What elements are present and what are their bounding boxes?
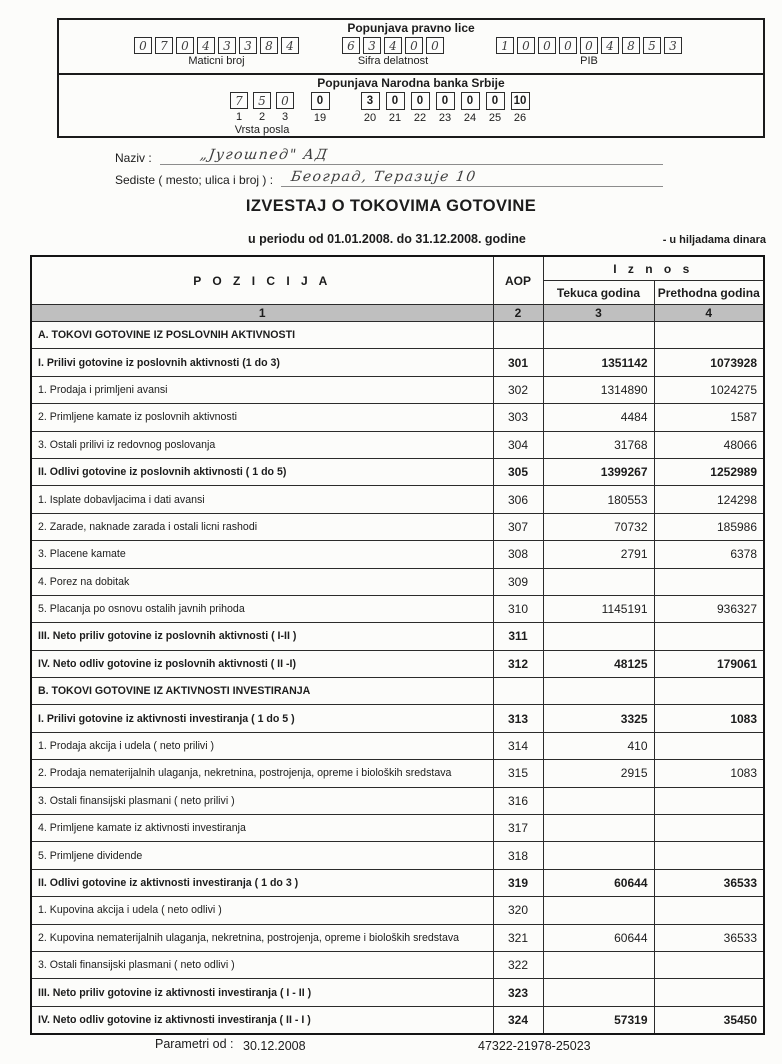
position-number: 21 xyxy=(388,112,402,124)
row-tekuca-value xyxy=(543,568,654,595)
row-pozicija-label: 3. Ostali finansijski plasmani ( neto prilivi ) xyxy=(31,787,493,814)
column-number: 2 xyxy=(493,305,543,322)
row-tekuca-value: 1314890 xyxy=(543,376,654,403)
row-tekuca-value: 4484 xyxy=(543,404,654,431)
digit-box: 3 xyxy=(239,37,257,54)
row-aop-code: 301 xyxy=(493,349,543,376)
row-pozicija-label: 1. Kupovina akcija i udela ( neto odlivi ) xyxy=(31,897,493,924)
header-pozicija: P O Z I C I J A xyxy=(31,256,493,305)
row-aop-code: 306 xyxy=(493,486,543,513)
row-tekuca-value xyxy=(543,678,654,705)
digit-box: 0 xyxy=(134,37,152,54)
digit-box: 0 xyxy=(580,37,598,54)
header-aop: AOP xyxy=(493,256,543,305)
vrsta-posla-boxes xyxy=(229,92,295,123)
row-aop-code: 312 xyxy=(493,650,543,677)
pib-group xyxy=(496,37,682,67)
row-prethodna-value: 1024275 xyxy=(654,376,764,403)
row-tekuca-value: 1145191 xyxy=(543,595,654,622)
position-number: 24 xyxy=(463,112,477,124)
position-number: 1 xyxy=(235,111,243,123)
table-row xyxy=(31,595,764,622)
table-row xyxy=(31,924,764,951)
header-tekuca-godina: Tekuca godina xyxy=(543,281,654,305)
sifra-delatnosti-group xyxy=(342,37,444,67)
sediste-label: Sediste ( mesto; ulica i broj ) : xyxy=(115,173,274,187)
row-prethodna-value: 6378 xyxy=(654,541,764,568)
filled-by-entity-label: Popunjava pravno lice xyxy=(347,21,475,35)
row-pozicija-label: III. Neto priliv gotovine iz poslovnih aktivnosti ( I-II ) xyxy=(31,623,493,650)
row-prethodna-value xyxy=(654,568,764,595)
table-row xyxy=(31,322,764,349)
maticni-broj-group xyxy=(134,37,299,67)
digit-cell xyxy=(509,92,531,124)
row-aop-code: 321 xyxy=(493,924,543,951)
header-row-1 xyxy=(31,256,764,281)
row-prethodna-value xyxy=(654,951,764,978)
row-aop-code: 319 xyxy=(493,869,543,896)
digit-cell xyxy=(538,37,556,54)
row-prethodna-value: 936327 xyxy=(654,595,764,622)
row-prethodna-value xyxy=(654,815,764,842)
digit-cell xyxy=(426,37,444,54)
row-pozicija-label: 2. Prodaja nematerijalnih ulaganja, nekretnina, postrojenja, opreme i bioloških sredstava xyxy=(31,760,493,787)
row-pozicija-label: IV. Neto odliv gotovine iz aktivnosti investiranja ( II - I ) xyxy=(31,1006,493,1034)
digit-box: 6 xyxy=(342,37,360,54)
naziv-underline xyxy=(160,146,663,165)
vrsta-posla-label: Vrsta posla xyxy=(234,124,290,136)
digit-cell xyxy=(363,37,381,54)
digit-cell xyxy=(252,92,272,123)
table-row xyxy=(31,705,764,732)
row-pozicija-label: 2. Primljene kamate iz poslovnih aktivnosti xyxy=(31,404,493,431)
digit-cell xyxy=(384,37,402,54)
table-row xyxy=(31,732,764,759)
row-prethodna-value xyxy=(654,732,764,759)
table-row xyxy=(31,458,764,485)
row-aop-code: 316 xyxy=(493,787,543,814)
naziv-label: Naziv : xyxy=(115,151,152,165)
digit-box: 4 xyxy=(197,37,215,54)
row-aop-code: 317 xyxy=(493,815,543,842)
row-aop-code: 324 xyxy=(493,1006,543,1034)
row-aop-code: 322 xyxy=(493,951,543,978)
row-aop-code: 304 xyxy=(493,431,543,458)
row-prethodna-value: 35450 xyxy=(654,1006,764,1034)
row-aop-code: 309 xyxy=(493,568,543,595)
position-19-box xyxy=(309,92,331,124)
digit-cell xyxy=(405,37,423,54)
digit-box: 3 xyxy=(218,37,236,54)
row-pozicija-label: 1. Isplate dobavljacima i dati avansi xyxy=(31,486,493,513)
bank-section xyxy=(59,75,763,135)
digit-box: 0 xyxy=(386,92,405,110)
digit-box: 0 xyxy=(486,92,505,110)
digit-box: 3 xyxy=(361,92,380,110)
row-pozicija-label: 5. Primljene dividende xyxy=(31,842,493,869)
row-tekuca-value: 60644 xyxy=(543,924,654,951)
period-subtitle: u periodu od 01.01.2008. do 31.12.2008. godine xyxy=(248,232,526,246)
digit-cell xyxy=(601,37,619,54)
table-row xyxy=(31,349,764,376)
row-aop-code: 307 xyxy=(493,513,543,540)
digit-box: 0 xyxy=(311,92,330,110)
maticni-broj-boxes xyxy=(134,37,299,54)
row-tekuca-value: 31768 xyxy=(543,431,654,458)
row-pozicija-label: 4. Porez na dobitak xyxy=(31,568,493,595)
row-aop-code: 315 xyxy=(493,760,543,787)
sifra-delatnosti-boxes xyxy=(342,37,444,54)
row-tekuca-value: 60644 xyxy=(543,869,654,896)
row-pozicija-label: 4. Primljene kamate iz aktivnosti investiranja xyxy=(31,815,493,842)
table-row xyxy=(31,842,764,869)
digit-cell xyxy=(622,37,640,54)
digit-cell xyxy=(197,37,215,54)
table-body xyxy=(31,322,764,1035)
table-row xyxy=(31,979,764,1006)
bank-codes-boxes xyxy=(359,92,531,124)
digit-cell xyxy=(359,92,381,124)
digit-cell xyxy=(484,92,506,124)
digit-cell xyxy=(229,92,249,123)
row-pozicija-label: A. TOKOVI GOTOVINE IZ POSLOVNIH AKTIVNOSTI xyxy=(31,322,493,349)
digit-cell xyxy=(281,37,299,54)
table-row xyxy=(31,404,764,431)
column-number: 3 xyxy=(543,305,654,322)
digit-cell xyxy=(309,92,331,124)
page-title: IZVESTAJ O TOKOVIMA GOTOVINE xyxy=(245,197,537,215)
digit-box: 0 xyxy=(517,37,535,54)
parametri-date: 30.12.2008 xyxy=(243,1039,306,1053)
row-aop-code: 318 xyxy=(493,842,543,869)
digit-box: 0 xyxy=(559,37,577,54)
row-pozicija-label: 1. Prodaja i primljeni avansi xyxy=(31,376,493,403)
row-tekuca-value xyxy=(543,815,654,842)
row-prethodna-value xyxy=(654,842,764,869)
digit-box: 1 xyxy=(496,37,514,54)
table-row xyxy=(31,787,764,814)
table-row xyxy=(31,760,764,787)
row-prethodna-value xyxy=(654,787,764,814)
sediste-underline xyxy=(281,168,663,187)
digit-box: 0 xyxy=(538,37,556,54)
form-code-box xyxy=(57,18,765,138)
digit-box: 0 xyxy=(276,92,294,109)
row-tekuca-value: 410 xyxy=(543,732,654,759)
row-prethodna-value: 1252989 xyxy=(654,458,764,485)
row-tekuca-value xyxy=(543,842,654,869)
sifra-delatnosti-label: Sifra delatnost xyxy=(357,55,429,67)
digit-cell xyxy=(342,37,360,54)
row-aop-code: 310 xyxy=(493,595,543,622)
digit-cell xyxy=(664,37,682,54)
digit-cell xyxy=(459,92,481,124)
digit-cell xyxy=(218,37,236,54)
row-aop-code: 302 xyxy=(493,376,543,403)
row-pozicija-label: 3. Ostali prilivi iz redovnog poslovanja xyxy=(31,431,493,458)
row-tekuca-value xyxy=(543,951,654,978)
table-row xyxy=(31,869,764,896)
row-tekuca-value: 2791 xyxy=(543,541,654,568)
row-pozicija-label: III. Neto priliv gotovine iz aktivnosti investiranja ( I - II ) xyxy=(31,979,493,1006)
row-prethodna-value: 36533 xyxy=(654,924,764,951)
digit-box: 0 xyxy=(461,92,480,110)
row-prethodna-value: 1083 xyxy=(654,705,764,732)
position-number: 20 xyxy=(363,112,377,124)
row-tekuca-value: 48125 xyxy=(543,650,654,677)
digit-cell xyxy=(434,92,456,124)
column-number-row xyxy=(31,305,764,322)
digit-cell xyxy=(239,37,257,54)
digit-box: 0 xyxy=(405,37,423,54)
row-prethodna-value: 1073928 xyxy=(654,349,764,376)
digit-box: 8 xyxy=(260,37,278,54)
digit-box: 5 xyxy=(253,92,271,109)
row-pozicija-label: IV. Neto odliv gotovine iz poslovnih aktivnosti ( II -I) xyxy=(31,650,493,677)
row-prethodna-value: 124298 xyxy=(654,486,764,513)
row-aop-code: 303 xyxy=(493,404,543,431)
digit-box: 3 xyxy=(664,37,682,54)
row-tekuca-value: 180553 xyxy=(543,486,654,513)
row-aop-code xyxy=(493,678,543,705)
naziv-row xyxy=(115,146,663,165)
row-aop-code: 308 xyxy=(493,541,543,568)
row-aop-code: 320 xyxy=(493,897,543,924)
row-tekuca-value xyxy=(543,979,654,1006)
row-prethodna-value: 36533 xyxy=(654,869,764,896)
table-row xyxy=(31,678,764,705)
digit-box: 7 xyxy=(230,92,248,109)
digit-cell xyxy=(275,92,295,123)
digit-cell xyxy=(517,37,535,54)
row-pozicija-label: 2. Zarade, naknade zarada i ostali licni rashodi xyxy=(31,513,493,540)
position-number: 3 xyxy=(281,111,289,123)
table-row xyxy=(31,897,764,924)
table-row xyxy=(31,486,764,513)
maticni-broj-label: Maticni broj xyxy=(188,55,245,67)
pib-boxes xyxy=(496,37,682,54)
vrsta-posla-group xyxy=(229,92,295,136)
table-row xyxy=(31,541,764,568)
row-prethodna-value xyxy=(654,979,764,1006)
row-pozicija-label: I. Prilivi gotovine iz aktivnosti investiranja ( 1 do 5 ) xyxy=(31,705,493,732)
digit-box: 0 xyxy=(411,92,430,110)
row-prethodna-value xyxy=(654,623,764,650)
column-number: 4 xyxy=(654,305,764,322)
cash-flow-table xyxy=(30,255,765,1035)
header-iznos: I z n o s xyxy=(543,256,764,281)
row-pozicija-label: 2. Kupovina nematerijalnih ulaganja, nekretnina, postrojenja, opreme i bioloških sredstava xyxy=(31,924,493,951)
digit-cell xyxy=(496,37,514,54)
pib-label: PIB xyxy=(580,55,598,67)
row-pozicija-label: 5. Placanja po osnovu ostalih javnih prihoda xyxy=(31,595,493,622)
sediste-value: Београд, Теразије 10 xyxy=(289,169,478,185)
row-pozicija-label: I. Prilivi gotovine iz poslovnih aktivnosti (1 do 3) xyxy=(31,349,493,376)
position-19-group xyxy=(309,92,331,124)
row-tekuca-value: 2915 xyxy=(543,760,654,787)
row-prethodna-value xyxy=(654,678,764,705)
digit-box: 4 xyxy=(384,37,402,54)
digit-cell xyxy=(384,92,406,124)
row-prethodna-value: 48066 xyxy=(654,431,764,458)
digit-box: 4 xyxy=(601,37,619,54)
digit-cell xyxy=(643,37,661,54)
digit-cell xyxy=(559,37,577,54)
digit-box: 0 xyxy=(426,37,444,54)
digit-box: 10 xyxy=(511,92,530,110)
table-row xyxy=(31,376,764,403)
row-pozicija-label: 1. Prodaja akcija i udela ( neto prilivi ) xyxy=(31,732,493,759)
row-tekuca-value: 70732 xyxy=(543,513,654,540)
row-tekuca-value xyxy=(543,322,654,349)
row-tekuca-value xyxy=(543,897,654,924)
parametri-label: Parametri od : xyxy=(155,1037,234,1051)
row-pozicija-label: 3. Placene kamate xyxy=(31,541,493,568)
position-number: 22 xyxy=(413,112,427,124)
entity-section xyxy=(59,20,763,75)
row-tekuca-value xyxy=(543,787,654,814)
row-tekuca-value xyxy=(543,623,654,650)
row-aop-code: 314 xyxy=(493,732,543,759)
row-tekuca-value: 1351142 xyxy=(543,349,654,376)
digit-cell xyxy=(176,37,194,54)
digit-box: 4 xyxy=(281,37,299,54)
position-number: 23 xyxy=(438,112,452,124)
table-row xyxy=(31,650,764,677)
row-prethodna-value: 1587 xyxy=(654,404,764,431)
digit-cell xyxy=(409,92,431,124)
row-aop-code: 311 xyxy=(493,623,543,650)
row-prethodna-value: 1083 xyxy=(654,760,764,787)
table-row xyxy=(31,951,764,978)
digit-cell xyxy=(155,37,173,54)
position-number: 26 xyxy=(513,112,527,124)
digit-box: 0 xyxy=(176,37,194,54)
column-number: 1 xyxy=(31,305,493,322)
digit-box: 3 xyxy=(363,37,381,54)
row-prethodna-value: 179061 xyxy=(654,650,764,677)
filled-by-bank-label: Popunjava Narodna banka Srbije xyxy=(317,76,505,90)
row-aop-code: 305 xyxy=(493,458,543,485)
header-prethodna-godina: Prethodna godina xyxy=(654,281,764,305)
row-pozicija-label: B. TOKOVI GOTOVINE IZ AKTIVNOSTI INVESTIRANJA xyxy=(31,678,493,705)
row-aop-code xyxy=(493,322,543,349)
bank-codes-group xyxy=(359,92,531,124)
document-number: 47322-21978-25023 xyxy=(478,1039,591,1053)
row-prethodna-value: 185986 xyxy=(654,513,764,540)
naziv-value: „Југошпед" АД xyxy=(198,147,330,163)
row-tekuca-value: 3325 xyxy=(543,705,654,732)
row-aop-code: 313 xyxy=(493,705,543,732)
row-tekuca-value: 57319 xyxy=(543,1006,654,1034)
position-number: 2 xyxy=(258,111,266,123)
table-row xyxy=(31,815,764,842)
units-note: - u hiljadama dinara xyxy=(662,234,766,246)
table-row xyxy=(31,1006,764,1034)
digit-cell xyxy=(260,37,278,54)
table-row xyxy=(31,568,764,595)
row-pozicija-label: 3. Ostali finansijski plasmani ( neto odlivi ) xyxy=(31,951,493,978)
sediste-row xyxy=(115,168,663,187)
table-row xyxy=(31,431,764,458)
row-tekuca-value: 1399267 xyxy=(543,458,654,485)
row-prethodna-value xyxy=(654,322,764,349)
row-pozicija-label: II. Odlivi gotovine iz aktivnosti investiranja ( 1 do 3 ) xyxy=(31,869,493,896)
position-number: 25 xyxy=(488,112,502,124)
table-row xyxy=(31,623,764,650)
digit-box: 5 xyxy=(643,37,661,54)
digit-box: 8 xyxy=(622,37,640,54)
digit-box: 7 xyxy=(155,37,173,54)
digit-cell xyxy=(580,37,598,54)
row-aop-code: 323 xyxy=(493,979,543,1006)
table-row xyxy=(31,513,764,540)
row-pozicija-label: II. Odlivi gotovine iz poslovnih aktivnosti ( 1 do 5) xyxy=(31,458,493,485)
position-number: 19 xyxy=(313,112,327,124)
digit-cell xyxy=(134,37,152,54)
digit-box: 0 xyxy=(436,92,455,110)
row-prethodna-value xyxy=(654,897,764,924)
